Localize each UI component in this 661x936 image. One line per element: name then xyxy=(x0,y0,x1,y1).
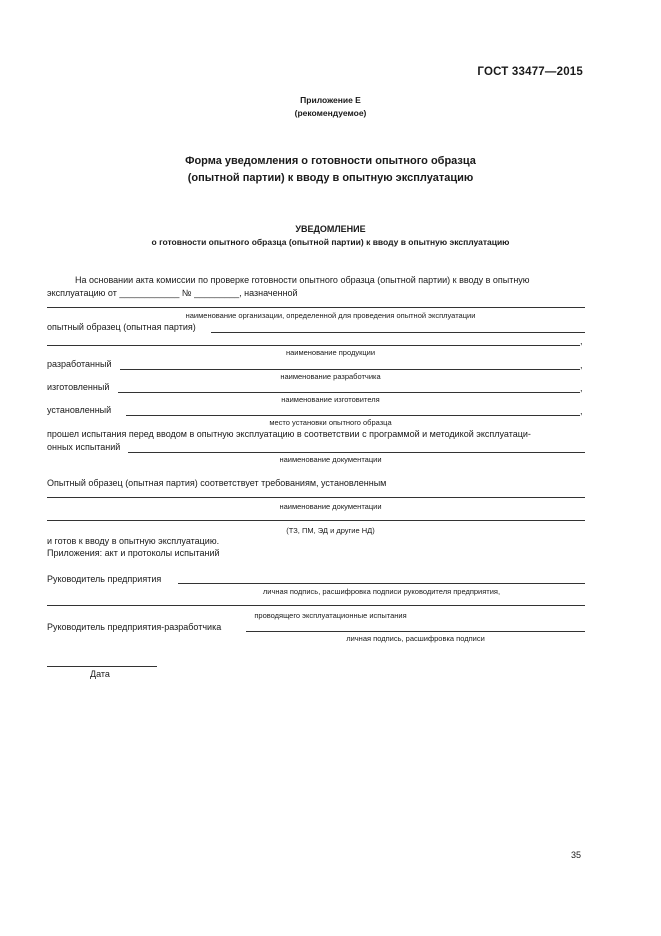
comma-mark: , xyxy=(580,406,583,416)
caption-developer: наименование разработчика xyxy=(280,372,381,381)
developer-fill-line[interactable] xyxy=(120,369,580,370)
caption-docs2: наименование документации xyxy=(279,502,382,511)
org-fill-line[interactable] xyxy=(47,307,585,308)
caption-head-signature: личная подпись, расшифровка подписи руководителя предприятия, xyxy=(262,587,501,596)
dev-head-label: Руководитель предприятия-разработчика xyxy=(47,622,222,632)
docs2-fill-line[interactable] xyxy=(47,497,585,498)
conducting-fill-line[interactable] xyxy=(47,605,585,606)
document-code: ГОСТ 33477—2015 xyxy=(477,66,583,78)
comma-mark: , xyxy=(580,360,583,370)
notice-title: УВЕДОМЛЕНИЕ xyxy=(295,224,366,234)
manufactured-label: изготовленный xyxy=(47,382,110,392)
ready-line: и готов к вводу в опытную эксплуатацию. xyxy=(47,536,220,546)
form-title-line2: (опытной партии) к вводу в опытную эксплуатацию xyxy=(187,172,474,184)
sample-label: опытный образец (опытная партия) xyxy=(47,322,196,332)
caption-product: наименование продукции xyxy=(285,348,376,357)
docs-fill-line[interactable] xyxy=(128,452,585,453)
caption-location: место установки опытного образца xyxy=(269,418,392,427)
dev-head-signature-line[interactable] xyxy=(246,631,585,632)
date-fill-line[interactable] xyxy=(47,666,157,667)
appendix-label: Приложение Е xyxy=(300,95,361,105)
intro-line2: эксплуатацию от ____________ № _________, назначенной xyxy=(47,288,298,298)
caption-organization: наименование организации, определенной для проведения опытной эксплуатации xyxy=(185,311,476,320)
installed-label: установленный xyxy=(47,405,112,415)
product-fill-line[interactable] xyxy=(47,345,580,346)
comma-mark: , xyxy=(580,383,583,393)
nd-fill-line[interactable] xyxy=(47,520,585,521)
head-signature-line[interactable] xyxy=(178,583,585,584)
appendix-status: (рекомендуемое) xyxy=(294,108,367,118)
form-title-line1: Форма уведомления о готовности опытного образца xyxy=(185,155,476,167)
intro-line1: На основании акта комиссии по проверке готовности опытного образца (опытной партии) к вводу в опытную xyxy=(75,275,530,285)
tests-line2: онных испытаний xyxy=(47,442,121,452)
developed-label: разработанный xyxy=(47,359,112,369)
date-label: Дата xyxy=(90,669,110,679)
manufacturer-fill-line[interactable] xyxy=(118,392,580,393)
caption-docs: наименование документации xyxy=(279,455,382,464)
location-fill-line[interactable] xyxy=(126,415,580,416)
attachments-line: Приложения: акт и протоколы испытаний xyxy=(47,548,220,558)
sample-fill-line[interactable] xyxy=(211,332,585,333)
head-label: Руководитель предприятия xyxy=(47,574,162,584)
caption-nd: (ТЗ, ПМ, ЭД и другие НД) xyxy=(286,526,375,535)
caption-dev-signature: личная подпись, расшифровка подписи xyxy=(346,634,485,643)
page-number: 35 xyxy=(570,850,581,860)
notice-subtitle: о готовности опытного образца (опытной партии) к вводу в опытную эксплуатацию xyxy=(151,237,510,247)
compliance-line: Опытный образец (опытная партия) соответствует требованиям, установленным xyxy=(47,478,387,488)
comma-mark: , xyxy=(580,336,583,346)
caption-manufacturer: наименование изготовителя xyxy=(281,395,380,404)
tests-line1: прошел испытания перед вводом в опытную эксплуатацию в соответствии с программой и методикой эксплуатаци- xyxy=(47,429,531,439)
caption-conducting: проводящего эксплуатационные испытания xyxy=(254,611,407,620)
